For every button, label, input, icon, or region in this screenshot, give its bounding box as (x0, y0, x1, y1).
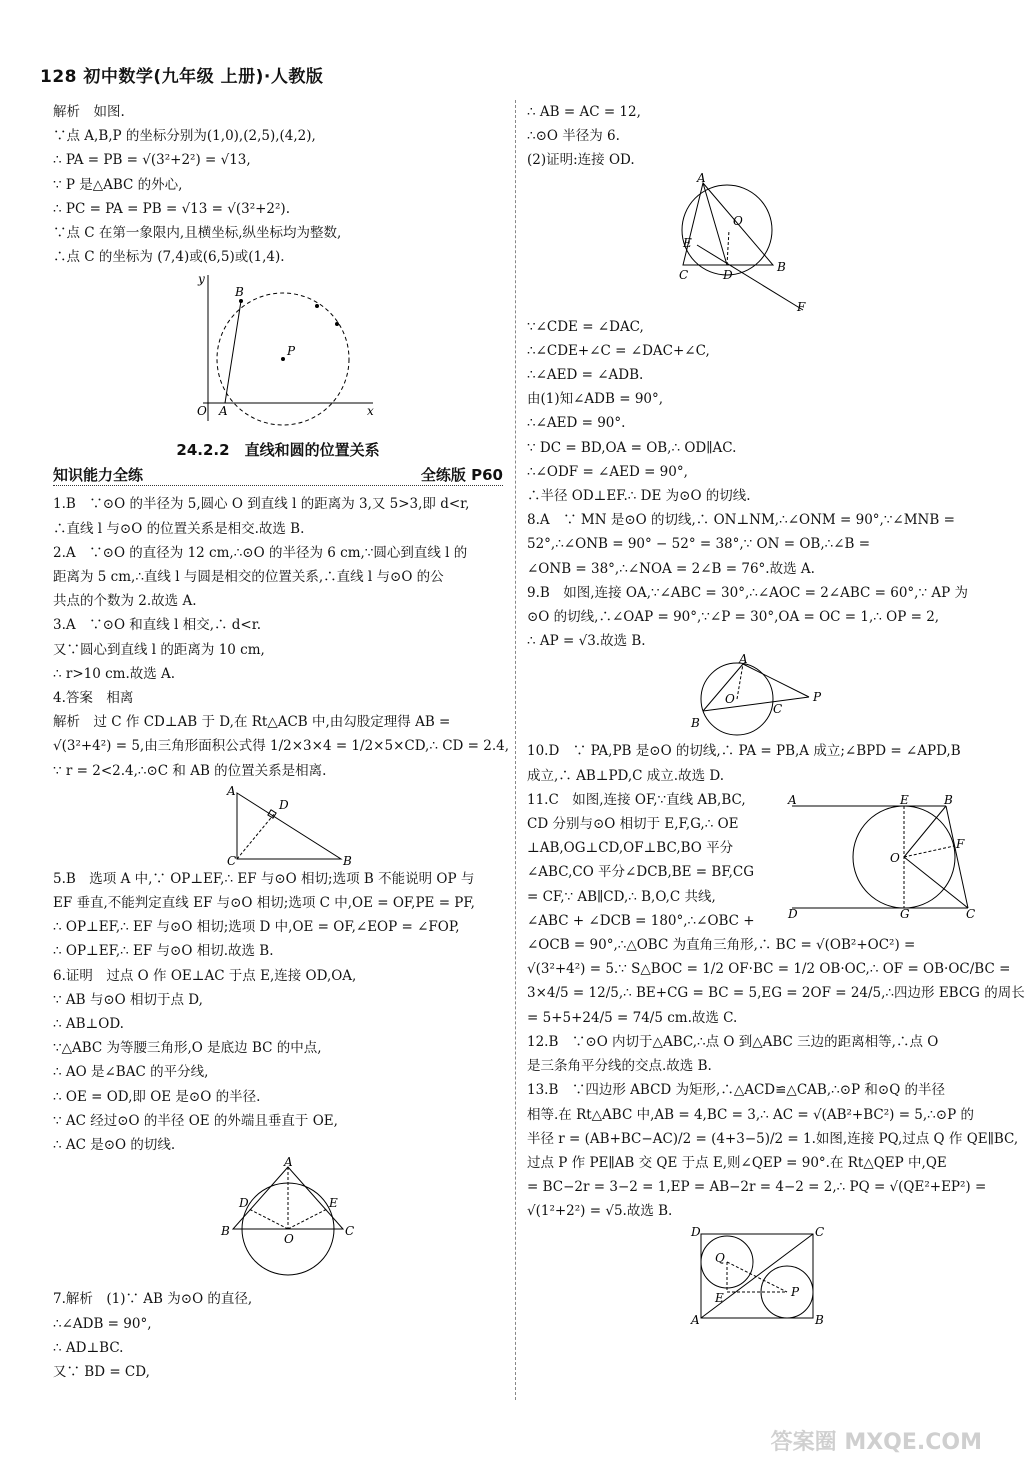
label-a: A (227, 783, 236, 798)
band-right: 全练版 P60 (420, 466, 503, 485)
text-line: ∴ AP = √3.故选 B. (527, 633, 646, 650)
label-e: E (715, 1290, 724, 1305)
text-line: ∴∠ODF = ∠AED = 90°, (527, 463, 688, 480)
text-line: ∵点 C 在第一象限内,且横坐标,纵坐标均为整数, (53, 225, 342, 242)
text-line: 7.解析 (1)∵ AB 为⊙O 的直径, (53, 1291, 253, 1308)
text-line: ∴ PA = PB = √(3²+2²) = √13, (53, 152, 251, 169)
text-line: ∴∠CDE+∠C = ∠DAC+∠C, (527, 342, 710, 359)
label-p: P (791, 1284, 800, 1299)
label-a: A (739, 652, 748, 667)
text-line: ∵ DC = BD,OA = OB,∴ OD∥AC. (527, 439, 737, 456)
page-header: 128 初中数学(九年级 上册)·人教版 (40, 67, 324, 87)
text-line: ∴直线 l 与⊙O 的位置关系是相交.故选 B. (53, 520, 305, 537)
figure-right-triangle (223, 785, 363, 867)
label-x: x (367, 404, 374, 419)
label-b: B (221, 1224, 230, 1239)
text-line: ⊙O 的切线,∴∠OAP = 90°,∵∠P = 30°,OA = OC = 1,∴ OP = 2, (527, 609, 940, 626)
text-line: 是三条角平分线的交点.故选 B. (527, 1058, 712, 1075)
lines-block-a (527, 100, 972, 173)
text-line: 10.D ∵ PA,PB 是⊙O 的切线,∴ PA = PB,A 成立;∠BPD = ∠APD,B (527, 743, 961, 760)
text-line: ∴ AB = AC = 12, (527, 104, 641, 120)
text-line: √(3²+4²) = 5.∵ S△BOC = 1/2 OF·BC = 1/2 OB·OC,∴ OF = OB·OC/BC = (527, 961, 1011, 978)
text-line: ∴ AO 是∠BAC 的平分线, (53, 1064, 209, 1081)
text-line: 9.B 如图,连接 OA,∵∠ABC = 30°,∴∠AOC = 2∠ABC = 60°,∵ AP 为 (527, 584, 968, 601)
text-line: = 5+5+24/5 = 74/5 cm.故选 C. (527, 1009, 738, 1026)
label-c: C (773, 702, 783, 717)
label-c: C (345, 1224, 355, 1239)
text-line: ∵ AC 经过⊙O 的半径 OE 的外端且垂直于 OE, (53, 1112, 338, 1129)
text-line: 解析 过 C 作 CD⊥AB 于 D,在 Rt△ACB 中,由勾股定理得 AB = (53, 714, 451, 731)
text-line: ∵ AB 与⊙O 相切于点 D, (53, 991, 203, 1008)
label-b: B (343, 853, 352, 868)
label-a: A (284, 1155, 293, 1170)
label-p: P (287, 344, 296, 359)
answers-block-a (53, 492, 510, 782)
column-divider (515, 100, 516, 1400)
text-line: ∴ PC = PA = PB = √13 = √(3²+2²). (53, 200, 290, 217)
label-o: O (725, 692, 735, 707)
label-b: B (944, 793, 953, 807)
label-f: F (797, 299, 806, 314)
label-q: Q (715, 1250, 725, 1265)
text-line: ∴ r>10 cm.故选 A. (53, 665, 176, 682)
text-line: ⊥AB,OG⊥CD,OF⊥BC,BO 平分 (527, 840, 734, 857)
answers-block-b (53, 867, 503, 1157)
text-line: ∴点 C 的坐标为 (7,4)或(6,5)或(1,4). (53, 249, 285, 266)
text-line: 6.证明 过点 O 作 OE⊥AC 于点 E,连接 OD,OA, (53, 967, 357, 984)
text-line: ∴ AD⊥BC. (53, 1339, 124, 1356)
text-line: 共点的个数为 2.故选 A. (53, 593, 197, 610)
text-line: √(3²+4²) = 5,由三角形面积公式得 1/2×3×4 = 1/2×5×CD,∴ CD = 2.4, (53, 738, 510, 755)
text-line: ∴⊙O 半径为 6. (527, 128, 620, 145)
label-b: B (691, 716, 700, 731)
text-line: = BC−2r = 3−2 = 1,EP = AB−2r = 4−2 = 2,∴ PQ = √(QE²+EP²) = (527, 1179, 987, 1196)
text-line: 成立,∴ AB⊥PD,C 成立.故选 D. (527, 767, 725, 784)
text-line: ∵ r = 2<2.4,∴⊙C 和 AB 的位置关系是相离. (53, 762, 327, 779)
right-column (527, 100, 1025, 1327)
text-line: 又∵ BD = CD, (53, 1363, 150, 1380)
text-line: ∴ AB⊥OD. (53, 1016, 124, 1033)
answers-block-c (53, 1287, 503, 1384)
text-line: ∠ABC + ∠DCB = 180°,∴∠OBC + (527, 912, 755, 929)
label-e: E (329, 1196, 338, 1211)
label-o: O (197, 404, 207, 419)
text-line: CD 分别与⊙O 相切于 E,F,G,∴ OE (527, 816, 739, 833)
text-line: 52°,∴∠ONB = 90° − 52° = 38°,∵ ON = OB,∴∠B = (527, 536, 871, 553)
text-line: 5.B 选项 A 中,∵ OP⊥EF,∴ EF 与⊙O 相切;选项 B 不能说明 OP 与 (53, 870, 475, 887)
text-line: √(1²+2²) = √5.故选 B. (527, 1203, 673, 1220)
text-line: 8.A ∵ MN 是⊙O 的切线,∴ ON⊥NM,∴∠ONM = 90°,∵∠MNB = (527, 512, 955, 529)
label-a: A (219, 404, 228, 419)
text-line: ∵△ABC 为等腰三角形,O 是底边 BC 的中点, (53, 1040, 322, 1057)
label-c: C (815, 1224, 825, 1239)
text-line: ∴半径 OD⊥EF.∴ DE 为⊙O 的切线. (527, 488, 751, 505)
text-line: ∴∠AED = 90°. (527, 415, 626, 432)
label-c: C (227, 853, 237, 868)
label-c: C (966, 907, 976, 921)
label-a: A (691, 1312, 700, 1327)
text-line: 半径 r = (AB+BC−AC)/2 = (4+3−5)/2 = 1.如图,连接 PQ,过点 Q 作 QE∥BC, (527, 1130, 1019, 1147)
label-o: O (890, 851, 900, 865)
text-line: 2.A ∵⊙O 的直径为 12 cm,∴⊙O 的半径为 6 cm,∵圆心到直线 l 的 (53, 544, 468, 561)
label-e: E (683, 235, 692, 250)
label-a: A (788, 793, 797, 807)
label-d: D (723, 267, 733, 282)
label-a: A (697, 170, 706, 185)
text-line: ∠ABC,CO 平分∠DCB,BE = BF,CG (527, 864, 754, 881)
text-line: 3×4/5 = 12/5,∴ BE+CG = BC = 5,EG = 2OF = 24/5,∴四边形 EBCG 的周长 (527, 985, 1025, 1002)
label-o: O (733, 213, 743, 228)
label-b: B (815, 1312, 824, 1327)
text-line: 1.B ∵⊙O 的半径为 5,圆心 O 到直线 l 的距离为 3,又 5>3,即 d<r, (53, 496, 470, 513)
band-left: 知识能力全练 (53, 466, 144, 485)
text-line: 由(1)知∠ADB = 90°, (527, 391, 664, 408)
section-title: 24.2.2 直线和圆的位置关系 (176, 441, 380, 460)
text-line: EF 垂直,不能判定直线 EF 与⊙O 相切;选项 C 中,OE = OF,PE = PF, (53, 895, 475, 912)
text-line: 3.A ∵⊙O 和直线 l 相交,∴ d<r. (53, 617, 261, 634)
label-e: E (900, 793, 909, 807)
text-line: ∵点 A,B,P 的坐标分别为(1,0),(2,5),(4,2), (53, 128, 316, 145)
figure-circumcircle (183, 271, 383, 431)
text-line: 过点 P 作 PE∥AB 交 QE 于点 E,则∠QEP = 90°.在 Rt△QEP 中,QE (527, 1154, 947, 1171)
figure-trapezoid-incircle (786, 793, 982, 921)
label-f: F (956, 837, 965, 851)
text-line: ∴ AC 是⊙O 的切线. (53, 1137, 176, 1154)
text-line: ∴ OE = OD,即 OE 是⊙O 的半径. (53, 1088, 261, 1105)
watermark: 答案圈 MXQE.COM (770, 1430, 982, 1455)
text-line: = CF,∵ AB∥CD,∴ B,O,C 共线, (527, 888, 716, 905)
label-p: P (813, 690, 822, 705)
label-d: D (279, 797, 289, 812)
label-d: D (691, 1224, 701, 1239)
text-line: 相等.在 Rt△ABC 中,AB = 4,BC = 3,∴ AC = √(AB²+BC²) = 5,∴⊙P 的 (527, 1106, 974, 1123)
text-line: ∴∠ADB = 90°, (53, 1315, 152, 1332)
figure-circle-tangent-ef (667, 170, 817, 315)
text-line: 4.答案 相离 (53, 690, 134, 707)
text-line: 距离为 5 cm,∴直线 l 与圆是相交的位置关系,∴直线 l 与⊙O 的公 (53, 569, 444, 586)
text-line: 又∵圆心到直线 l 的距离为 10 cm, (53, 641, 265, 658)
left-column (53, 100, 510, 1384)
label-d: D (788, 907, 798, 921)
text-line: ∵ P 是△ABC 的外心, (53, 176, 183, 193)
label-b: B (235, 285, 244, 300)
label-o: O (284, 1232, 294, 1247)
knowledge-band (53, 464, 503, 486)
text-line: 11.C 如图,连接 OF,∵直线 AB,BC, (527, 791, 746, 808)
lines-block-b (527, 315, 972, 654)
intro-block (53, 100, 503, 269)
figure-rectangle-circles (687, 1226, 827, 1326)
text-line: ∴ OP⊥EF,∴ EF 与⊙O 相切.故选 B. (53, 943, 274, 960)
text-line: ∠ONB = 38°,∴∠NOA = 2∠B = 76°.故选 A. (527, 560, 815, 577)
figure-isosceles-tangent (213, 1155, 363, 1287)
text-line: ∴∠AED = ∠ADB. (527, 367, 644, 384)
figure-circle-tangent-ap (677, 652, 837, 739)
label-d: D (239, 1196, 249, 1211)
text-line: ∵∠CDE = ∠DAC, (527, 318, 644, 335)
text-line: 13.B ∵四边形 ABCD 为矩形,∴△ACD≌△CAB,∴⊙P 和⊙Q 的半径 (527, 1082, 946, 1099)
text-line: ∠OCB = 90°,∴△OBC 为直角三角形,∴ BC = √(OB²+OC²) = (527, 937, 916, 954)
text-line: ∴ OP⊥EF,∴ EF 与⊙O 相切;选项 D 中,OE = OF,∠EOP = ∠FOP, (53, 919, 460, 936)
label-b: B (777, 259, 786, 274)
label-c: C (679, 267, 689, 282)
text-line: 解析 如图. (53, 104, 125, 120)
label-y: y (198, 272, 205, 287)
text-line: 12.B ∵⊙O 内切于△ABC,∴点 O 到△ABC 三边的距离相等,∴点 O (527, 1033, 939, 1050)
text-line: (2)证明:连接 OD. (527, 152, 635, 169)
label-g: G (900, 907, 910, 921)
